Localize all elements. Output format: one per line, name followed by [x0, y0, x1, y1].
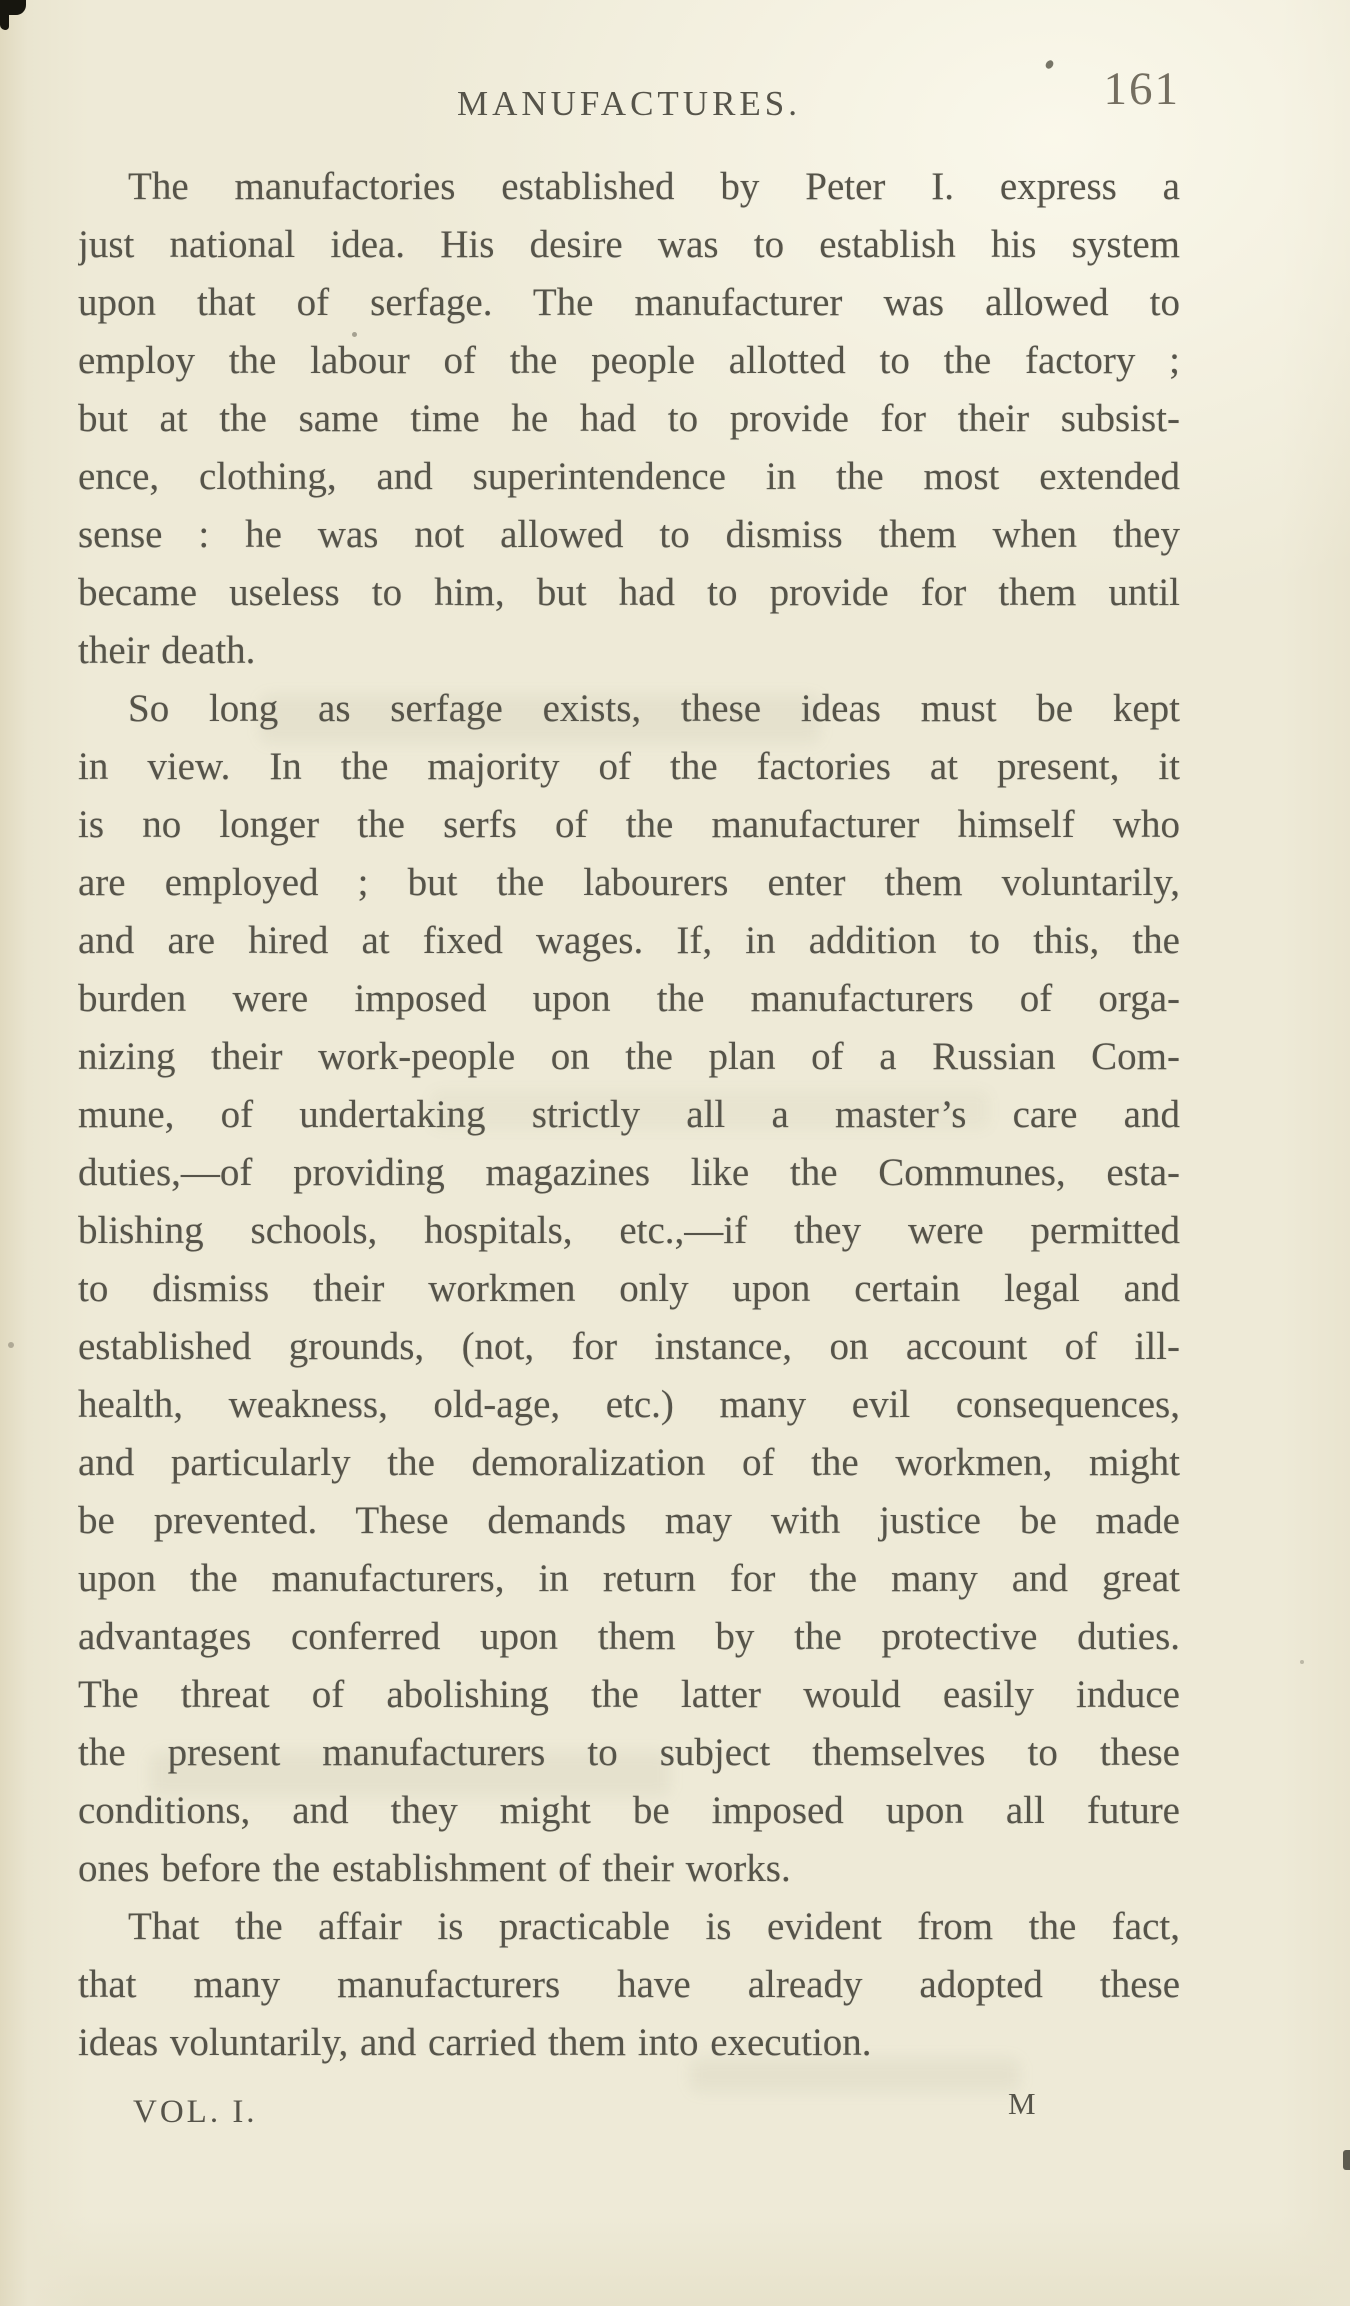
text-line: blishing schools, hospitals, etc.,—if they were permitted	[78, 1209, 1180, 1252]
text-line: sense : he was not allowed to dismiss them when they	[78, 513, 1180, 556]
running-head: MANUFACTURES.	[456, 84, 802, 123]
text-line: conditions, and they might be imposed upon all future	[78, 1789, 1180, 1832]
text-line: are employed ; but the labourers enter them voluntarily,	[78, 861, 1180, 904]
text-line: ideas voluntarily, and carried them into execution.	[78, 2021, 872, 2064]
text-line: burden were imposed upon the manufacturers of orga-	[78, 977, 1180, 1020]
text-line: and are hired at fixed wages. If, in addition to this, the	[78, 919, 1180, 962]
text-line: became useless to him, but had to provide for them until	[78, 571, 1180, 614]
text-line: employ the labour of the people allotted to the factory ;	[78, 339, 1180, 382]
text-line: nizing their work-people on the plan of a Russian Com-	[78, 1035, 1180, 1078]
text-line: That the affair is practicable is evident from the fact,	[128, 1905, 1180, 1948]
page-number: 161	[1103, 63, 1180, 115]
text-line: duties,—of providing magazines like the Communes, esta-	[78, 1151, 1180, 1194]
text-line: ence, clothing, and superintendence in the most extended	[78, 455, 1180, 498]
text-line: and particularly the demoralization of the workmen, might	[78, 1441, 1180, 1484]
text-line: The manufactories established by Peter I. express a	[128, 165, 1180, 208]
text-line: in view. In the majority of the factories at present, it	[78, 745, 1180, 788]
text-line: advantages conferred upon them by the protective duties.	[78, 1615, 1180, 1658]
text-line: health, weakness, old-age, etc.) many evil consequences,	[78, 1383, 1180, 1426]
text-line: their death.	[78, 629, 256, 672]
text-line: be prevented. These demands may with justice be made	[78, 1499, 1180, 1542]
text-line: upon that of serfage. The manufacturer was allowed to	[78, 281, 1180, 324]
volume-label: VOL. I.	[133, 2094, 258, 2130]
signature-mark: M	[1008, 2086, 1036, 2121]
scan-edge-artifact	[1343, 2150, 1350, 2170]
scan-corner-artifact-vertical	[0, 0, 9, 30]
text-line: So long as serfage exists, these ideas must be kept	[128, 687, 1180, 730]
text-line: that many manufacturers have already adopted these	[78, 1963, 1180, 2006]
text-line: The threat of abolishing the latter would easily induce	[78, 1673, 1180, 1716]
text-line: but at the same time he had to provide for their subsist-	[78, 397, 1180, 440]
text-line: ones before the establishment of their works.	[78, 1847, 791, 1890]
text-line: established grounds, (not, for instance, on account of ill-	[78, 1325, 1180, 1368]
text-line: mune, of undertaking strictly all a master’s care and	[78, 1093, 1180, 1136]
body-text	[78, 158, 1180, 2072]
text-line: is no longer the serfs of the manufacturer himself who	[78, 803, 1180, 846]
dust-speck	[8, 1342, 14, 1348]
text-line: upon the manufacturers, in return for the many and great	[78, 1557, 1180, 1600]
text-line: just national idea. His desire was to establish his system	[78, 223, 1180, 266]
dust-speck	[1300, 1660, 1304, 1664]
text-line: the present manufacturers to subject themselves to these	[78, 1731, 1180, 1774]
text-line: to dismiss their workmen only upon certain legal and	[78, 1267, 1180, 1310]
